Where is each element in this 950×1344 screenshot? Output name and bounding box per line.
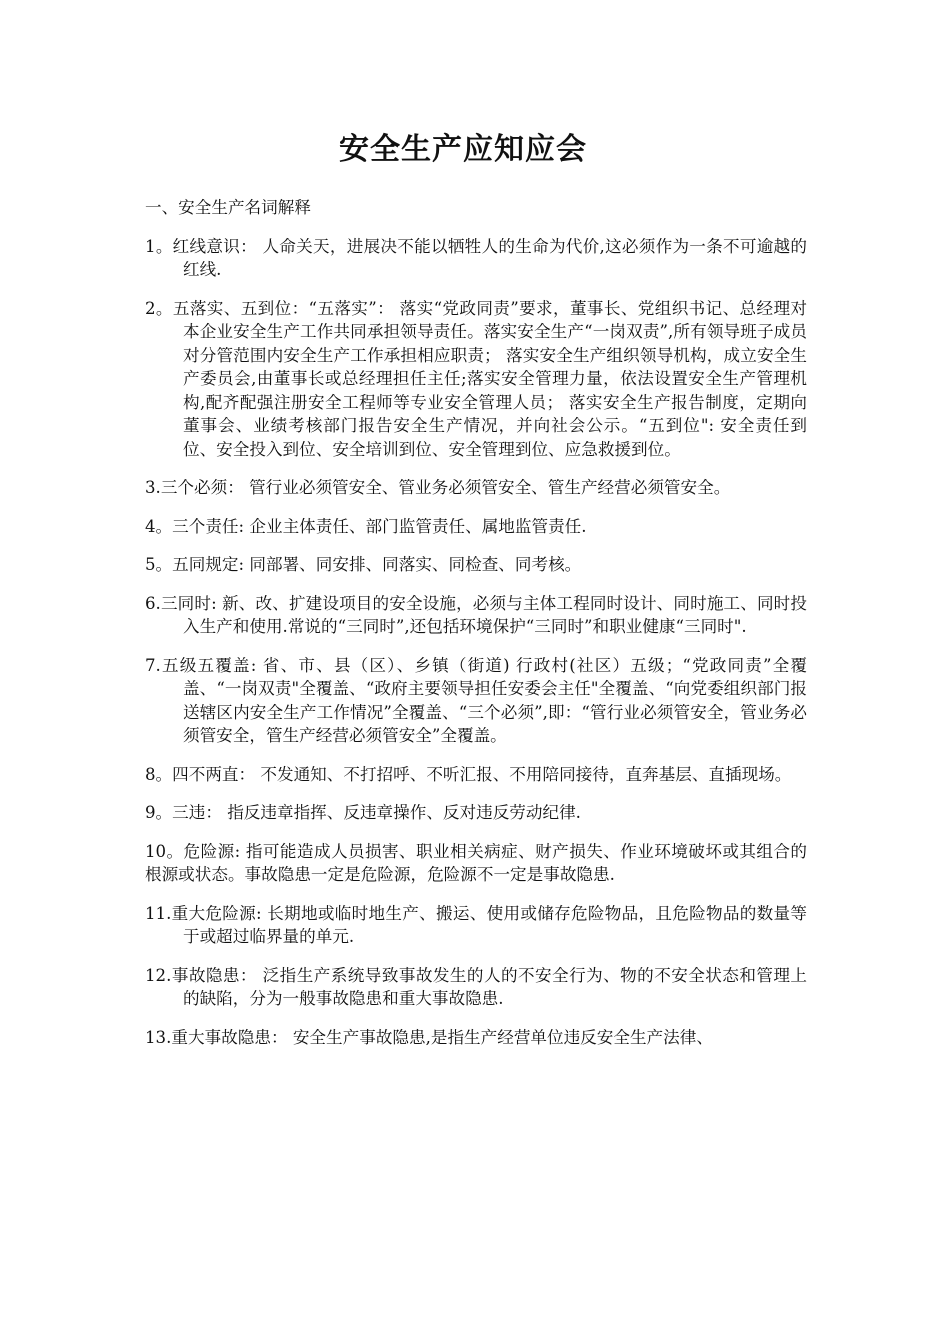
term-item-7: 7.五级五覆盖: 省、市、县（区）、乡镇（街道) 行政村(社区）五级；“党政同责”全覆盖、“一岗双责"全覆盖、“政府主要领导担任安委会主任"全覆盖、“向党委组织部门报送辖区内安全生产工作情况”全覆盖、“三个必须”,即：“管行业必须管安全，管业务必须管安全，管生产经营必须管安全”全覆盖。 (145, 655, 807, 745)
document-body (145, 196, 807, 1064)
term-item-10: 10。危险源: 指可能造成人员损害、职业相关病症、财产损失、作业环境破坏或其组合的根源或状态。事故隐患一定是危险源，危险源不一定是事故隐患. (145, 841, 807, 884)
term-item-5: 5。五同规定: 同部署、同安排、同落实、同检查、同考核。 (145, 555, 582, 574)
term-item-4: 4。三个责任: 企业主体责任、部门监管责任、属地监管责任. (145, 516, 587, 536)
term-item-13: 13.重大事故隐患： 安全生产事故隐患,是指生产经营单位违反安全生产法律、 (145, 1027, 713, 1047)
term-item-8: 8。四不两直： 不发通知、不打招呼、不听汇报、不用陪同接待，直奔基层、直插现场。 (145, 764, 792, 784)
section-heading: 一、安全生产名词解释 (145, 198, 311, 217)
term-item-1: 1。红线意识： 人命关天，进展决不能以牺牲人的生命为代价,这必须作为一条不可逾越的红线. (145, 236, 807, 279)
document-title: 安全生产应知应会 (339, 132, 587, 167)
term-item-6: 6.三同时: 新、改、扩建设项目的安全设施，必须与主体工程同时设计、同时施工、同时投入生产和使用.常说的“三同时”,还包括环境保护“三同时”和职业健康“三同时". (145, 593, 807, 636)
term-item-3: 3.三个必须： 管行业必须管安全、管业务必须管安全、管生产经营必须管安全。 (145, 478, 731, 497)
term-item-11: 11.重大危险源: 长期地或临时地生产、搬运、使用或储存危险物品，且危险物品的数量等于或超过临界量的单元. (145, 903, 807, 946)
term-item-12: 12.事故隐患： 泛指生产系统导致事故发生的人的不安全行为、物的不安全状态和管理上的缺陷，分为一般事故隐患和重大事故隐患. (145, 965, 807, 1008)
term-item-9: 9。三违： 指反违章指挥、反违章操作、反对违反劳动纪律. (145, 803, 581, 822)
term-item-2: 2。五落实、五到位：“五落实”： 落实“党政同责”要求，董事长、党组织书记、总经理对本企业安全生产工作共同承担领导责任。落实安全生产“一岗双责”,所有领导班子成员对分管范围内安全生产工作承担相应职责； 落实安全生产组织领导机构，成立安全生产委员会,由董事长或总经理担任主任;落实安全管理力量，依法设置安全生产管理机构,配齐配强注册安全工程师等专业安全管理人员； 落实安全生产报告制度，定期向董事会、业绩考核部门报告安全生产情况，并向社会公示。“五到位": 安全责任到位、安全投入到位、安全培训到位、安全管理到位、应急救援到位。 (145, 298, 807, 459)
